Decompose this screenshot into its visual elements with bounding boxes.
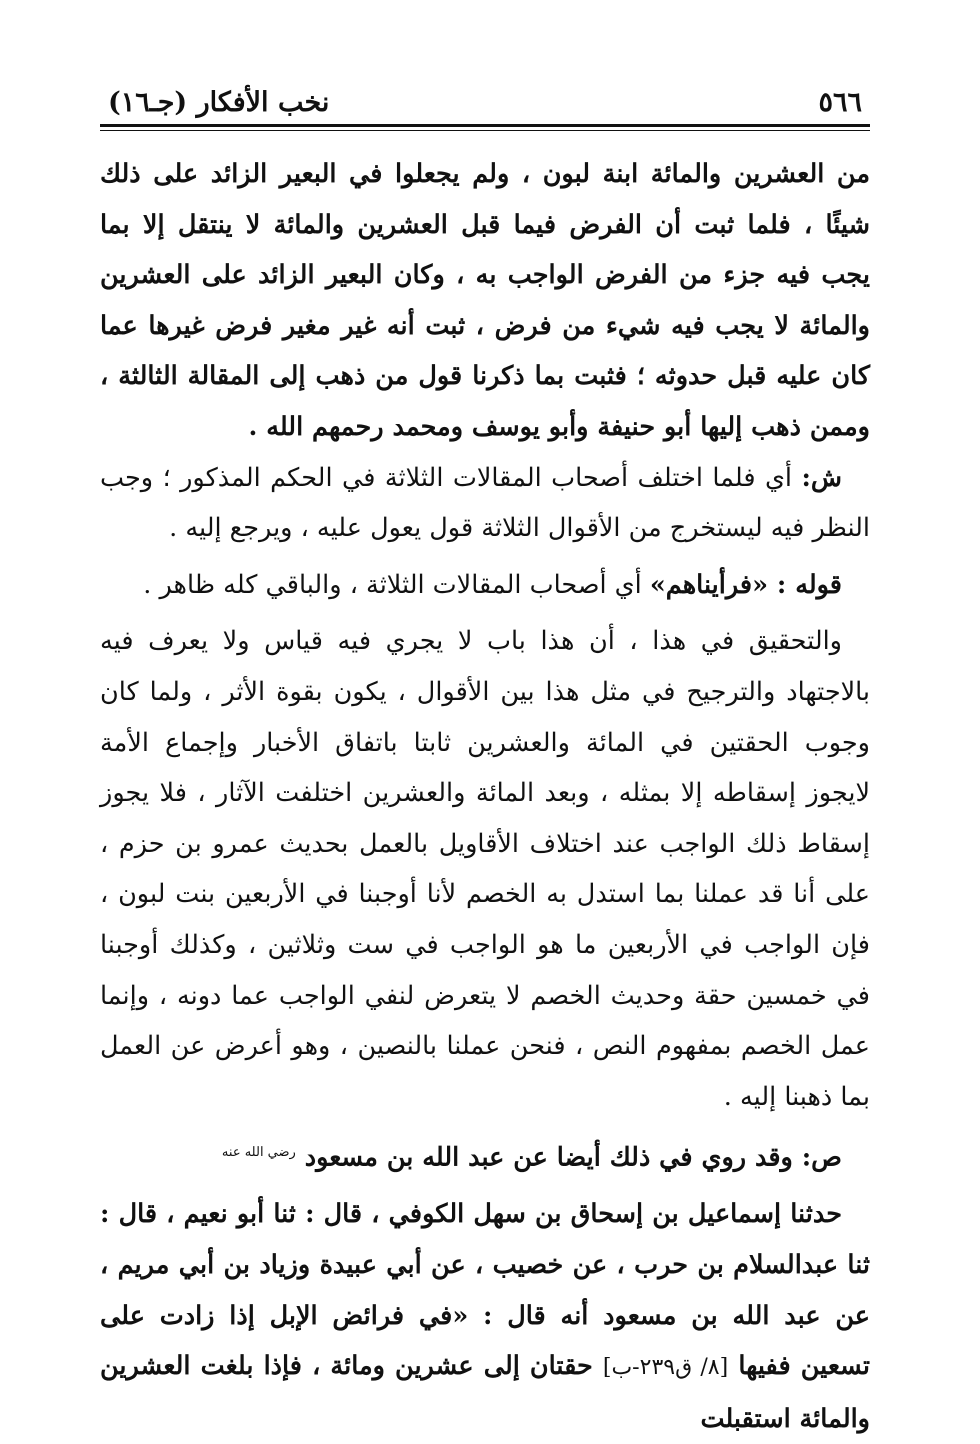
sad-text: وقد روي في ذلك أيضا عن عبد الله بن مسعود	[295, 1142, 802, 1173]
paragraph-qawluhu	[100, 560, 870, 611]
commentary-text: أي فلما اختلف أصحاب المقالات الثلاثة في الحكم المذكور ؛ وجب النظر فيه ليستخرج من الأقوال الثلاثة قول يعول عليه ، ويرجع إليه .	[100, 462, 870, 544]
sad-marker: ص:	[801, 1142, 842, 1173]
page-header	[100, 70, 870, 122]
header-rule-thin	[100, 130, 870, 131]
qawluhu-marker: قوله : «فرأيناهم»	[649, 569, 842, 600]
paragraph-commentary	[100, 453, 870, 554]
isnad-text-2: حقتان إلى عشرين ومائة ، فإذا بلغت العشرين والمائة استقبلت	[100, 1351, 870, 1434]
paragraph-sad	[100, 1128, 870, 1183]
honorific-glyph: رضي الله عنه	[221, 1145, 296, 1161]
qawluhu-text: أي أصحاب المقالات الثلاثة ، والباقي كله ظاهر .	[143, 569, 650, 600]
page-body	[100, 149, 870, 1444]
isnad-text-1: حدثنا إسماعيل بن إسحاق بن سهل الكوفي ، قال : ثنا أبو نعيم ، قال : ثنا عبدالسلام بن حرب ، عن خصيب ، عن أبي عبيدة وزياد بن أبي مريم ، عن عبد الله بن مسعود أنه قال : «في فرائض الإبل إذا زادت على تسعين ففيها	[100, 1199, 870, 1382]
book-title: نخب الأفكار (جـ١٦)	[108, 87, 330, 118]
manuscript-reference: [٨/ ق٢٣٩-ب]	[602, 1355, 729, 1381]
paragraph-hadith-text: من العشرين والمائة ابنة لبون ، ولم يجعلوا في البعير الزائد على ذلك شيئًا ، فلما ثبت أن الفرض فيما قبل العشرين والمائة لا ينتقل إلا بما يجب فيه جزء من الفرض الواجب به ، وكان البعير الزائد على العشرين والمائة لا يجب فيه شيء من فرض ، ثبت أنه غير مغير فرض غيرها عما كان عليه قبل حدوثه ؛ فثبت بما ذكرنا قول من ذهب إلى المقالة الثالثة ، وممن ذهب إليها أبو حنيفة وأبو يوسف ومحمد رحمهم الله .	[100, 159, 870, 442]
paragraph-tahqiq: والتحقيق في هذا ، أن هذا باب لا يجري فيه قياس ولا يعرف فيه بالاجتهاد والترجيح في مثل هذا بين الأقوال ، يكون بقوة الأثر ، ولما كان وجوب الحقتين في المائة والعشرين ثابتا باتفاق الأخبار وإجماع الأمة لايجوز إسقاطه إلا بمثله ، وبعد المائة والعشرين اختلفت الآثار ، فلا يجوز إسقاط ذلك الواجب عند اختلاف الأقاويل بالعمل بحديث عمرو بن حزم ، على أنا قد عملنا بما استدل به الخصم لأنا أوجبنا في الأربعين بنت لبون ، فإن الواجب في الأربعين ما هو الواجب في ست وثلاثين ، وكذلك أوجبنا في خمسين حقة وحديث الخصم لا يتعرض لنفي الواجب عما دونه ، وإنما عمل الخصم بمفهوم النص ، فنحن عملنا بالنصين ، وهو أعرض عن العمل بما ذهبنا إليه .	[100, 626, 870, 1112]
header-rule-thick	[100, 124, 870, 127]
commentary-marker: ش:	[801, 462, 842, 493]
page-number: ٥٦٦	[818, 87, 862, 118]
paragraph-isnad	[100, 1189, 870, 1444]
